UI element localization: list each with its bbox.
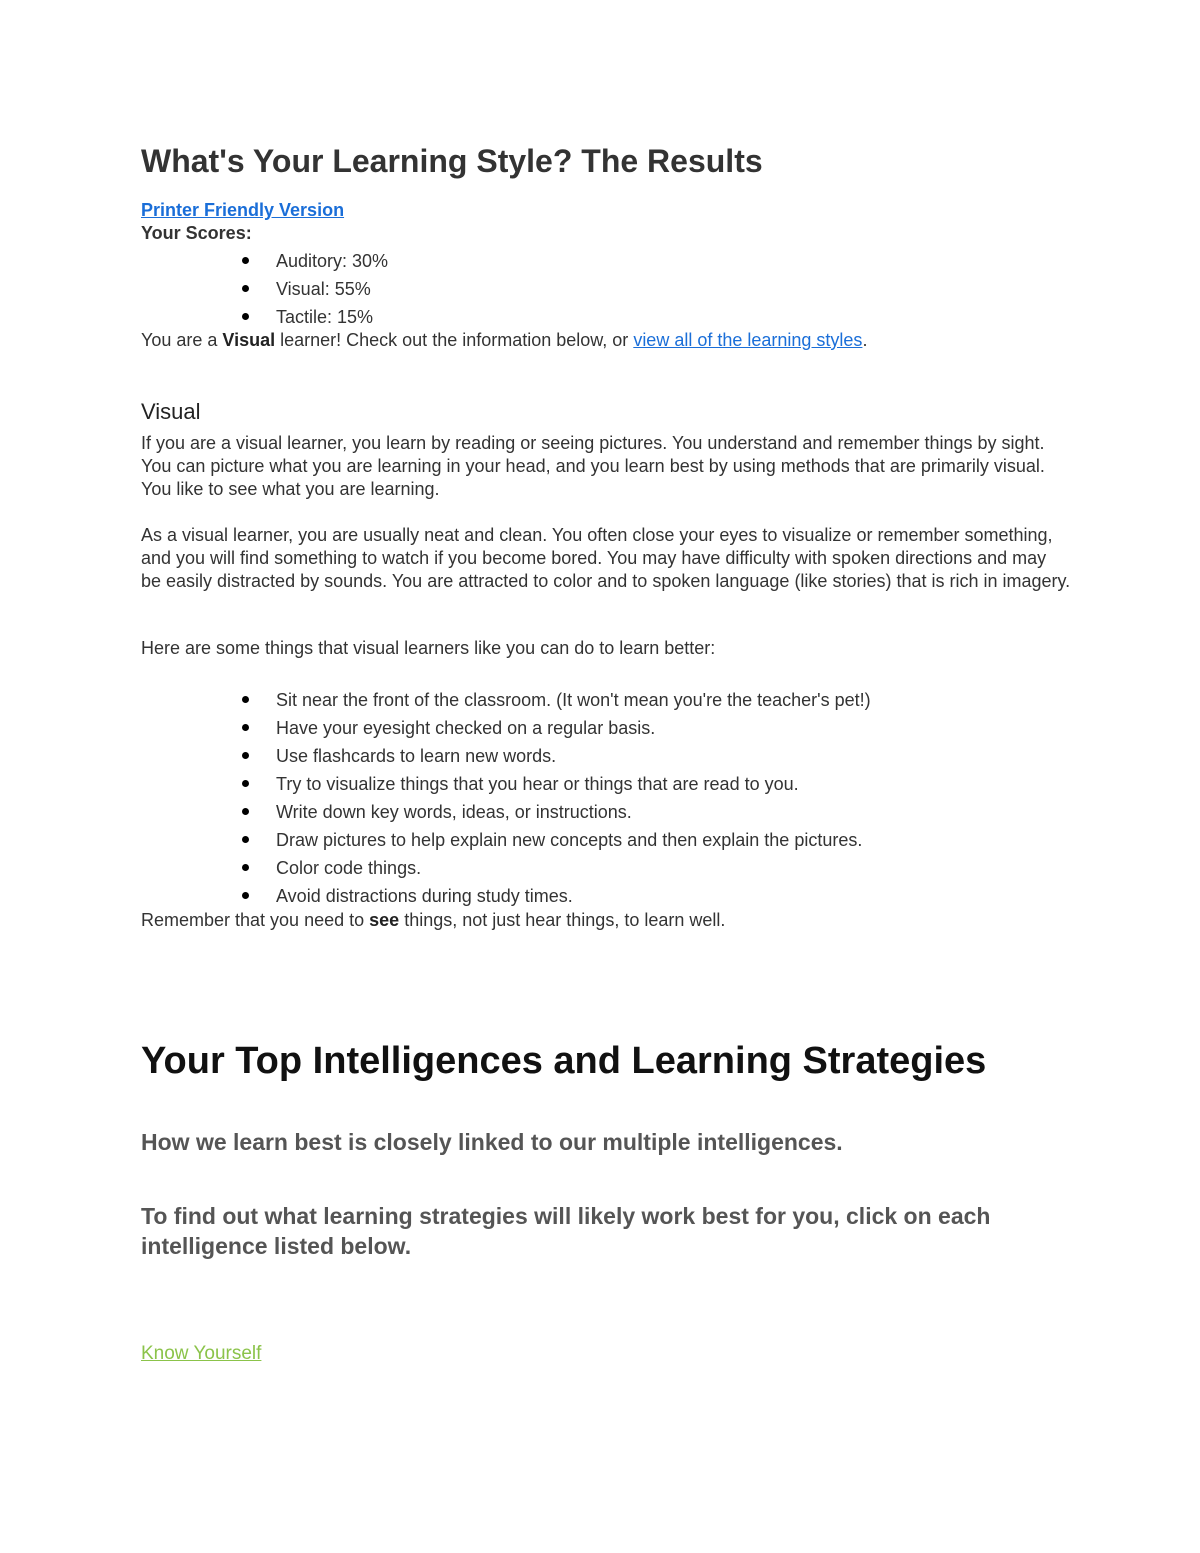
visual-paragraph-3: Here are some things that visual learners like you can do to learn better: bbox=[141, 638, 716, 658]
bullet-icon bbox=[242, 892, 249, 899]
score-item: Auditory: 30% bbox=[141, 247, 388, 275]
result-line: You are a Visual learner! Check out the information below, or view all of the learning styles. bbox=[141, 330, 868, 350]
view-all-styles-link[interactable]: view all of the learning styles bbox=[633, 330, 863, 350]
bullet-icon bbox=[242, 864, 249, 871]
intelligences-heading: Your Top Intelligences and Learning Strategies bbox=[141, 1040, 987, 1082]
bullet-icon bbox=[242, 808, 249, 815]
bullet-icon bbox=[242, 285, 249, 292]
tip-item: Write down key words, ideas, or instructions. bbox=[141, 798, 871, 826]
bullet-icon bbox=[242, 836, 249, 843]
score-item: Tactile: 15% bbox=[141, 303, 388, 331]
bullet-icon bbox=[242, 752, 249, 759]
bullet-icon bbox=[242, 724, 249, 731]
intelligences-subheading-1: How we learn best is closely linked to our multiple intelligences. bbox=[141, 1129, 843, 1155]
remember-line: Remember that you need to see things, not just hear things, to learn well. bbox=[141, 910, 726, 930]
tip-item: Use flashcards to learn new words. bbox=[141, 742, 871, 770]
tip-item: Try to visualize things that you hear or things that are read to you. bbox=[141, 770, 871, 798]
scores-list bbox=[141, 247, 388, 331]
tip-item: Sit near the front of the classroom. (It won't mean you're the teacher's pet!) bbox=[141, 686, 871, 714]
tips-list bbox=[141, 686, 871, 910]
tip-item: Draw pictures to help explain new concepts and then explain the pictures. bbox=[141, 826, 871, 854]
visual-paragraph-1: If you are a visual learner, you learn by reading or seeing pictures. You understand and remember things by sight. You can picture what you are learning in your head, and you learn best by using methods that are primarily visual. You like to see what you are learning. bbox=[141, 433, 1045, 499]
scores-label: Your Scores: bbox=[141, 223, 252, 243]
intelligences-subheading-2: To find out what learning strategies will likely work best for you, click on each intelligence listed below. bbox=[141, 1203, 991, 1259]
score-item: Visual: 55% bbox=[141, 275, 388, 303]
bullet-icon bbox=[242, 313, 249, 320]
know-yourself-link[interactable]: Know Yourself bbox=[141, 1343, 262, 1364]
tip-item: Have your eyesight checked on a regular basis. bbox=[141, 714, 871, 742]
printer-friendly-link[interactable]: Printer Friendly Version bbox=[141, 200, 345, 220]
remember-emphasis: see bbox=[369, 910, 400, 930]
result-style: Visual bbox=[222, 330, 276, 350]
page-title: What's Your Learning Style? The Results bbox=[141, 143, 763, 179]
bullet-icon bbox=[242, 780, 249, 787]
bullet-icon bbox=[242, 696, 249, 703]
visual-heading: Visual bbox=[141, 399, 201, 424]
bullet-icon bbox=[242, 257, 249, 264]
visual-paragraph-2: As a visual learner, you are usually neat and clean. You often close your eyes to visualize or remember something, and you will find something to watch if you become bored. You may have difficulty with spoken directions and may be easily distracted by sounds. You are attracted to color and to spoken language (like stories) that is rich in imagery. bbox=[141, 525, 1071, 591]
tip-item: Color code things. bbox=[141, 854, 871, 882]
tip-item: Avoid distractions during study times. bbox=[141, 882, 871, 910]
